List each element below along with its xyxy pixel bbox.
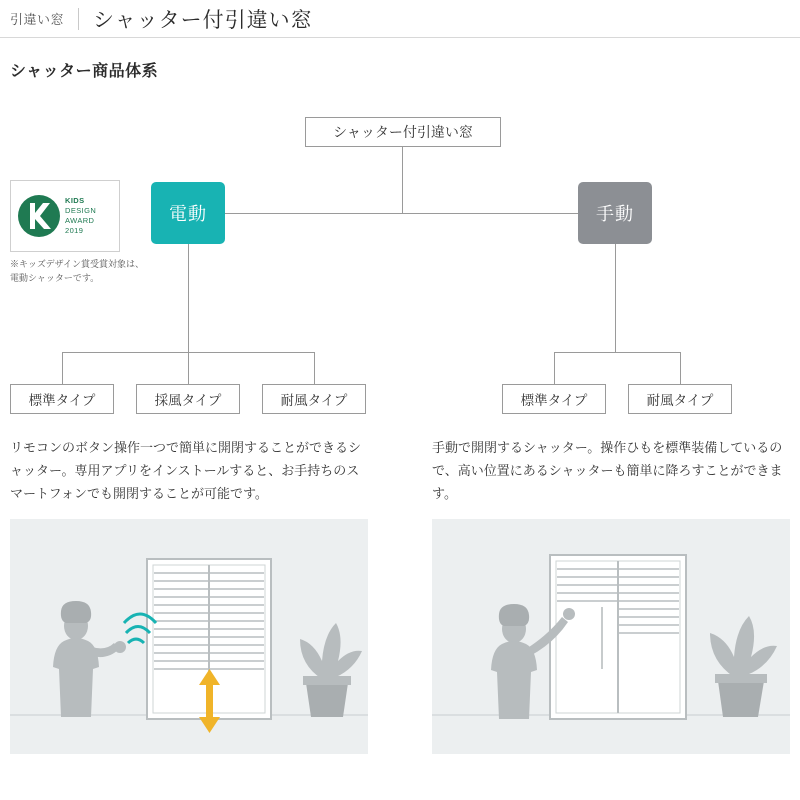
header-category: 引違い窓 (10, 12, 65, 27)
diagram-leaf-electric-ventilation: 採風タイプ (136, 384, 240, 414)
badge-line-1: KIDS (65, 195, 85, 205)
footer-spacer (0, 754, 800, 800)
kids-design-award-badge (10, 180, 120, 252)
badge-line-4: 2019 (65, 226, 84, 236)
badge-line-2: DESIGN (65, 205, 97, 215)
diagram-leaf-manual-windproof: 耐風タイプ (628, 384, 732, 414)
photo-manual-shutter (432, 519, 790, 754)
connector-level1-bus (188, 213, 615, 214)
connector-manual-child-2 (680, 352, 681, 384)
section-title: シャッター商品体系 (10, 63, 159, 80)
diagram-leaf-electric-standard: 標準タイプ (10, 384, 114, 414)
kids-design-award-text (65, 196, 96, 237)
connector-electric-child-1 (62, 352, 63, 384)
diagram-node-electric: 電動 (151, 182, 225, 244)
connector-manual-down (615, 244, 616, 352)
header-divider (78, 8, 79, 30)
connector-electric-down (188, 244, 189, 352)
connector-root-down (402, 147, 403, 213)
badge-line-3: AWARD (65, 216, 95, 225)
badge-note-line-1: ※キッズデザイン賞受賞対象は、 (10, 259, 145, 269)
page-header (0, 0, 800, 38)
kids-design-award-note (10, 258, 160, 286)
description-manual: 手動で開閉するシャッター。操作ひもを標準装備しているので、高い位置にあるシャッターも簡単に降ろすことができます。 (432, 440, 783, 501)
diagram-leaf-manual-standard: 標準タイプ (502, 384, 606, 414)
diagram-node-manual: 手動 (578, 182, 652, 244)
badge-note-line-2: 電動シャッターです。 (10, 272, 100, 283)
connector-electric-child-2 (188, 352, 189, 384)
connector-manual-child-1 (554, 352, 555, 384)
diagram-leaf-electric-windproof: 耐風タイプ (262, 384, 366, 414)
manual-shutter-illustration (432, 519, 790, 754)
product-hierarchy-diagram (0, 95, 800, 425)
page-title: シャッター付引違い窓 (93, 8, 313, 32)
photo-electric-shutter (10, 519, 368, 754)
connector-manual-bus (554, 352, 680, 353)
diagram-node-root: シャッター付引違い窓 (305, 117, 501, 147)
kids-design-k-icon (17, 194, 61, 238)
description-electric: リモコンのボタン操作一つで簡単に開閉することができるシャッター。専用アプリをインストールすると、お手持ちのスマートフォンでも開閉することが可能です。 (10, 440, 362, 501)
electric-shutter-illustration (10, 519, 368, 754)
connector-electric-child-3 (314, 352, 315, 384)
